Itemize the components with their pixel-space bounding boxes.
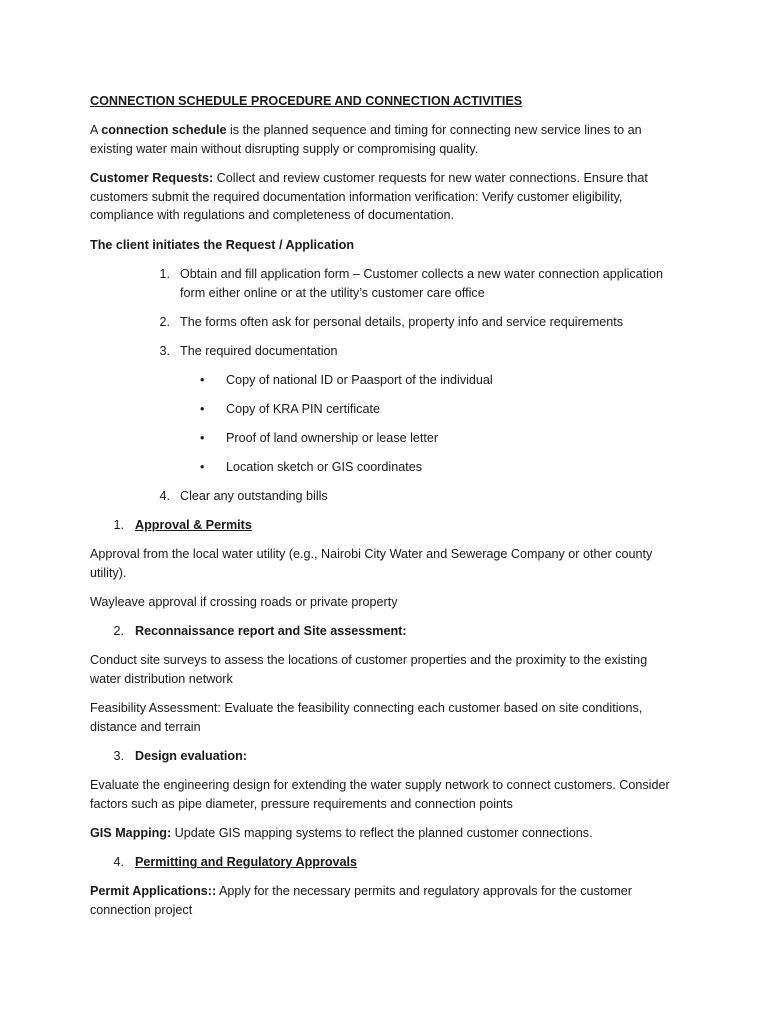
client-step-4-text: Clear any outstanding bills bbox=[180, 489, 328, 503]
section-4-heading: Permitting and Regulatory Approvals bbox=[135, 855, 358, 869]
bullet-icon: • bbox=[200, 460, 205, 474]
permit-paragraph bbox=[90, 882, 645, 919]
customer-requests-label: Customer Requests: bbox=[90, 171, 214, 185]
recon-paragraph: Conduct site surveys to assess the locations of customer properties and the proximity to the existing water distribution network bbox=[90, 653, 648, 686]
document-title: CONNECTION SCHEDULE PROCEDURE AND CONNECTION ACTIVITIES bbox=[90, 94, 523, 108]
client-heading: The client initiates the Request / Application bbox=[90, 238, 355, 252]
client-step-2-text: The forms often ask for personal details, property info and service requirements bbox=[180, 315, 624, 329]
wayleave-paragraph: Wayleave approval if crossing roads or private property bbox=[90, 595, 398, 609]
gis-text: Update GIS mapping systems to reflect the planned customer connections. bbox=[171, 826, 593, 840]
approval-paragraph: Approval from the local water utility (e.g., Nairobi City Water and Sewerage Company or other county utility). bbox=[90, 547, 653, 580]
intro-text: is the planned sequence and timing for connecting new service lines to an existing water main without disrupting supply or compromising quality. bbox=[90, 123, 642, 156]
feasibility-paragraph: Feasibility Assessment: Evaluate the feasibility connecting each customer based on site conditions, distance and terrain bbox=[90, 701, 643, 734]
document-item: Copy of KRA PIN certificate bbox=[226, 402, 380, 416]
section-2-number: 2. bbox=[113, 624, 124, 638]
document-item: Copy of national ID or Paasport of the individual bbox=[226, 373, 493, 387]
bullet-icon: • bbox=[200, 373, 205, 387]
intro-term: connection schedule bbox=[101, 123, 227, 137]
customer-requests-paragraph bbox=[90, 169, 660, 225]
client-step-1-number: 1. bbox=[159, 267, 170, 281]
client-step-3-text: The required documentation bbox=[180, 344, 338, 358]
permit-text: Apply for the necessary permits and regulatory approvals for the customer connection project bbox=[90, 884, 632, 917]
gis-label: GIS Mapping: bbox=[90, 826, 172, 840]
bullet-icon: • bbox=[200, 402, 205, 416]
client-step-4-number: 4. bbox=[159, 489, 170, 503]
customer-requests-text: Collect and review customer requests for new water connections. Ensure that customers submit the required documentation information verification: Verify customer eligibility, compliance with regulations and completeness of documentation. bbox=[90, 171, 648, 222]
intro-prefix: A bbox=[90, 123, 102, 137]
client-step-1-text: Obtain and fill application form – Customer collects a new water connection application form either online or at the utility’s customer care office bbox=[180, 267, 664, 300]
client-step-3-number: 3. bbox=[159, 344, 170, 358]
section-1-number: 1. bbox=[113, 518, 124, 532]
design-paragraph: Evaluate the engineering design for extending the water supply network to connect customers. Consider factors such as pipe diameter, pressure requirements and connection points bbox=[90, 778, 670, 811]
client-step-2-number: 2. bbox=[159, 315, 170, 329]
section-4-number: 4. bbox=[113, 855, 124, 869]
permit-label: Permit Applications:: bbox=[90, 884, 217, 898]
section-2-heading: Reconnaissance report and Site assessment: bbox=[135, 624, 407, 638]
intro-paragraph bbox=[90, 121, 665, 158]
document-item: Proof of land ownership or lease letter bbox=[226, 431, 439, 445]
document-item: Location sketch or GIS coordinates bbox=[226, 460, 423, 474]
section-3-heading: Design evaluation: bbox=[135, 749, 247, 763]
section-1-heading: Approval & Permits bbox=[135, 518, 252, 532]
gis-paragraph bbox=[90, 824, 665, 843]
section-3-number: 3. bbox=[113, 749, 124, 763]
bullet-icon: • bbox=[200, 431, 205, 445]
